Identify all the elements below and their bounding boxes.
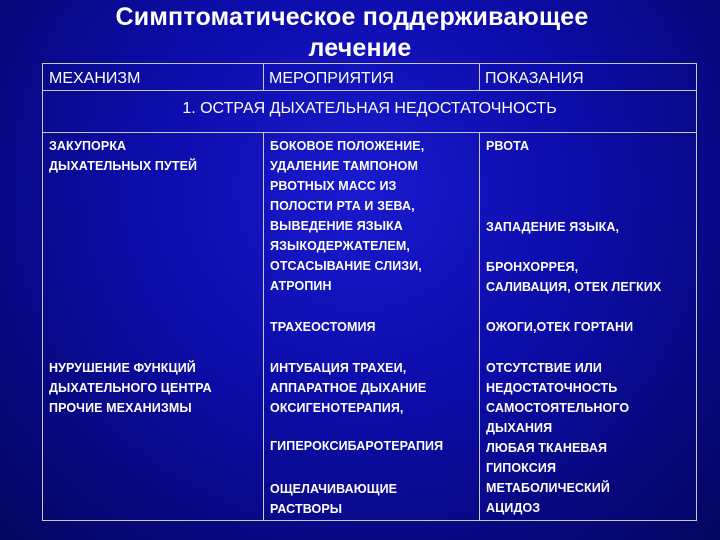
indication-tongue-retraction: ЗАПАДЕНИЕ ЯЗЫКА, [486,220,620,234]
treatment-table [42,63,697,521]
mechanism-airway-obstruction: ЗАКУПОРКА ДЫХАТЕЛЬНЫХ ПУТЕЙ [49,139,198,173]
header-col-divider-2 [479,64,480,90]
slide-title-line2: лечение [308,34,412,62]
header-col-divider-1 [263,64,264,90]
col-divider-2 [479,132,480,520]
measure-alkalizing-solutions: ОЩЕЛАЧИВАЮЩИЕ РАСТВОРЫ [270,482,398,516]
section-title: 1. ОСТРАЯ ДЫХАТЕЛЬНАЯ НЕДОСТАТОЧНОСТЬ [182,100,557,117]
indication-bronchorrhea: БРОНХОРРЕЯ, САЛИВАЦИЯ, ОТЕК ЛЕГКИХ [486,260,662,294]
slide-title-line1: Симптоматическое поддерживающее [115,3,589,31]
section-divider [43,132,696,133]
mechanism-respiratory-center: НУРУШЕНИЕ ФУНКЦИЙ ДЫХАТЕЛЬНОГО ЦЕНТРА ПРОЧИЕ МЕХАНИЗМЫ [49,361,212,415]
header-indications: ПОКАЗАНИЯ [485,70,584,87]
measure-tracheostomy: ТРАХЕОСТОМИЯ [270,320,376,334]
indication-vomiting: РВОТА [486,139,530,153]
header-divider [43,90,696,91]
col-divider-1 [263,132,264,520]
measure-intubation: ИНТУБАЦИЯ ТРАХЕИ, АППАРАТНОЕ ДЫХАНИЕ ОКСИГЕНОТЕРАПИЯ, [270,361,427,415]
measure-lateral-position: БОКОВОЕ ПОЛОЖЕНИЕ, УДАЛЕНИЕ ТАМПОНОМ РВОТНЫХ МАСС ИЗ ПОЛОСТИ РТА И ЗЕВА, ВЫВЕДЕНИЕ ЯЗЫКА ЯЗЫКОДЕРЖАТЕЛЕМ, ОТСАСЫВАНИЕ СЛИЗИ, АТРОПИН [270,139,425,293]
indication-burns: ОЖОГИ,ОТЕК ГОРТАНИ [486,320,634,334]
measure-hyperoxibarotherapy: ГИПЕРОКСИБАРОТЕРАПИЯ [270,439,444,453]
header-mechanism: МЕХАНИЗМ [49,70,141,87]
header-measures: МЕРОПРИЯТИЯ [269,70,394,87]
indication-respiratory-failure: ОТСУТСТВИЕ ИЛИ НЕДОСТАТОЧНОСТЬ САМОСТОЯТЕЛЬНОГО ДЫХАНИЯ ЛЮБАЯ ТКАНЕВАЯ ГИПОКСИЯ МЕТАБОЛИЧЕСКИЙ АЦИДОЗ [486,361,630,515]
